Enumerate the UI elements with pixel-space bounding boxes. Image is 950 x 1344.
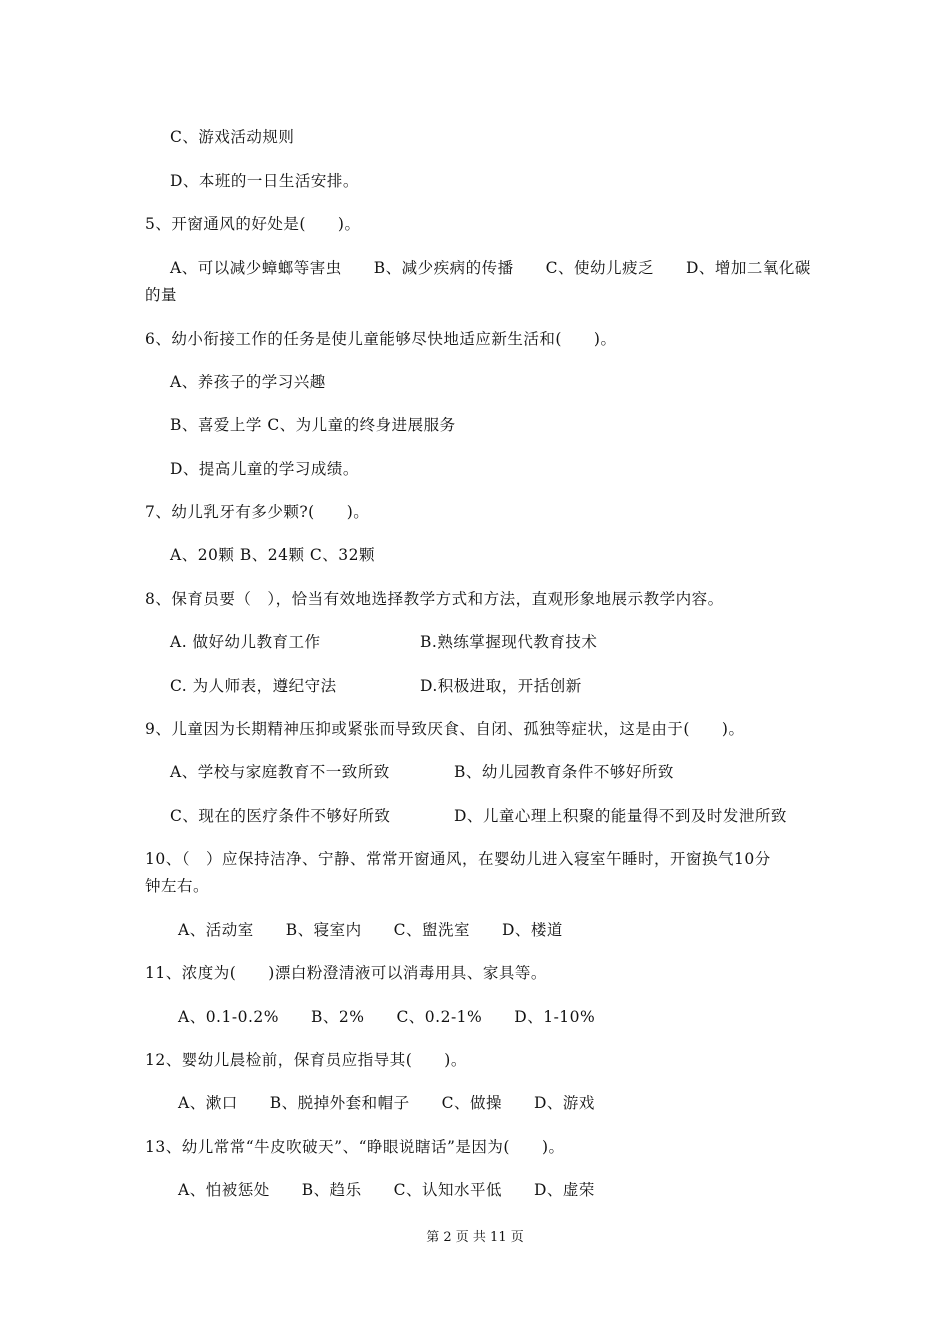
- question-text: 8、保育员要（ ），恰当有效地选择教学方式和方法，直观形象地展示教学内容。: [145, 590, 724, 608]
- option-text: B.熟练掌握现代教育技术: [420, 633, 598, 651]
- question-text: 11、浓度为( )漂白粉澄清液可以消毒用具、家具等。: [145, 964, 547, 982]
- option-text: A、漱口 B、脱掉外套和帽子 C、做操 D、游戏: [178, 1094, 595, 1112]
- question-text: 6、幼小衔接工作的任务是使儿童能够尽快地适应新生活和( )。: [145, 330, 617, 348]
- option-text: A. 做好幼儿教育工作: [170, 633, 321, 651]
- question-text: 7、幼儿乳牙有多少颗?( )。: [145, 503, 370, 521]
- option-text: A、学校与家庭教育不一致所致: [170, 763, 390, 781]
- option-text: A、怕被惩处 B、趋乐 C、认知水平低 D、虚荣: [178, 1181, 595, 1199]
- question-text: 13、幼儿常常“牛皮吹破天”、“睁眼说瞎话”是因为( )。: [145, 1138, 565, 1156]
- option-text: C、现在的医疗条件不够好所致: [170, 807, 391, 825]
- question-text: 12、婴幼儿晨检前，保育员应指导其( )。: [145, 1051, 467, 1069]
- page-footer: 第 2 页 共 11 页: [426, 1230, 524, 1245]
- option-text-continued: 的量: [145, 286, 178, 304]
- option-text: C、游戏活动规则: [170, 128, 295, 146]
- option-text: D、本班的一日生活安排。: [170, 172, 359, 190]
- option-text: D、提高儿童的学习成绩。: [170, 460, 359, 478]
- question-text: 9、儿童因为长期精神压抑或紧张而导致厌食、自闭、孤独等症状，这是由于( )。: [145, 720, 745, 738]
- option-text: A、可以减少蟑螂等害虫 B、减少疾病的传播 C、使幼儿疲乏 D、增加二氧化碳: [170, 259, 811, 277]
- question-text-continued: 钟左右。: [145, 877, 210, 895]
- option-text: C. 为人师表，遵纪守法: [170, 677, 337, 695]
- option-text: D.积极进取，开括创新: [420, 677, 582, 695]
- question-text: 10、（ ）应保持洁净、宁静、常常开窗通风，在婴幼儿进入寝室午睡时，开窗换气10分: [145, 850, 771, 868]
- option-text: A、养孩子的学习兴趣: [170, 373, 326, 391]
- option-text: A、0.1-0.2% B、2% C、0.2-1% D、1-10%: [178, 1008, 596, 1026]
- option-text: A、活动室 B、寝室内 C、盥洗室 D、楼道: [178, 921, 563, 939]
- question-text: 5、开窗通风的好处是( )。: [145, 215, 361, 233]
- option-text: A、20颗 B、24颗 C、32颗: [170, 546, 375, 564]
- option-text: B、幼儿园教育条件不够好所致: [454, 763, 674, 781]
- option-text: D、儿童心理上积聚的能量得不到及时发泄所致: [454, 807, 787, 825]
- option-text: B、喜爱上学 C、为儿童的终身进展服务: [170, 416, 456, 434]
